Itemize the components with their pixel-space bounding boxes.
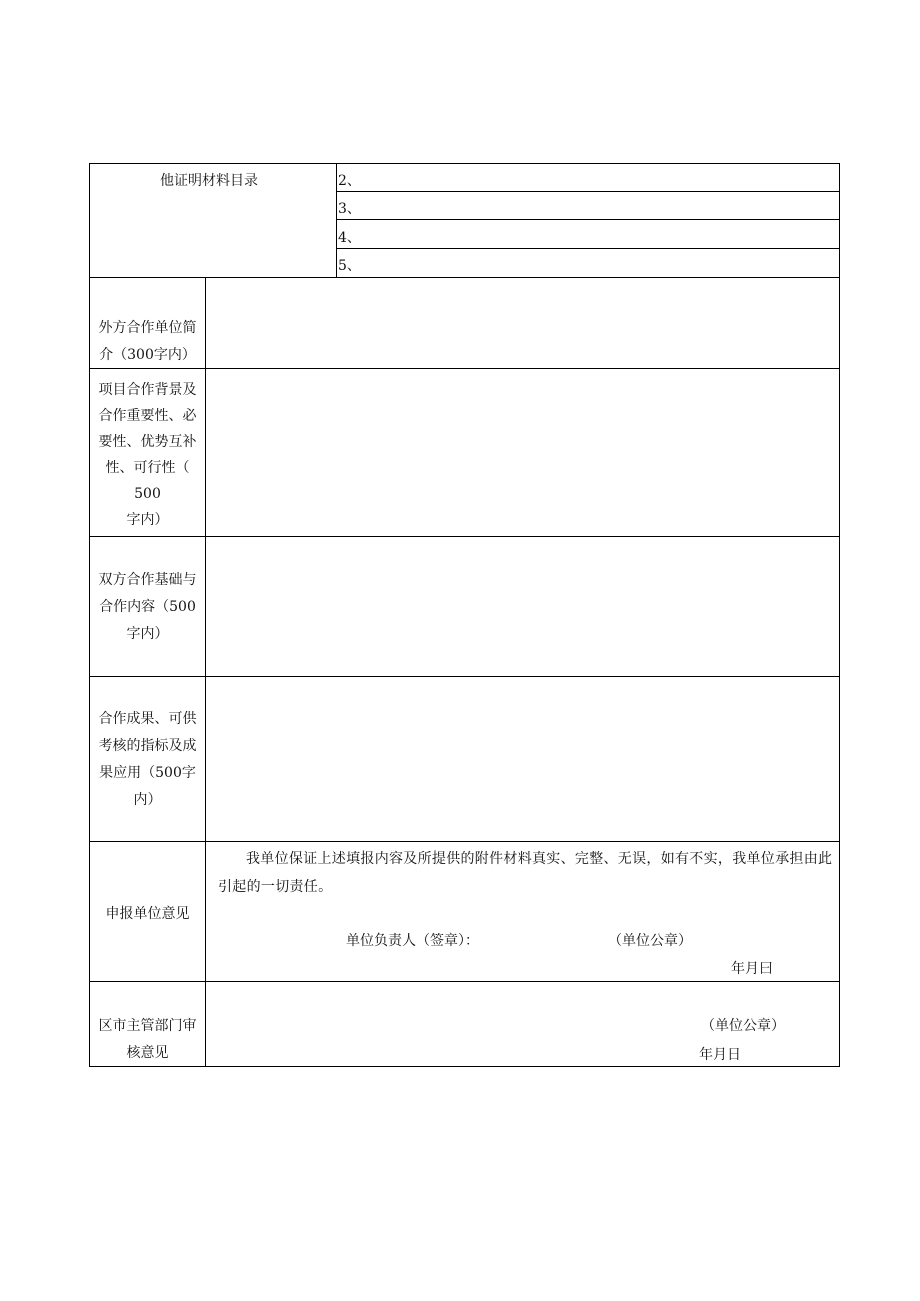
cooperation-results-label: 合作成果、可供 考核的指标及成 果应用（500字 内） <box>98 711 197 808</box>
department-seal-label: （单位公章） <box>701 1018 785 1034</box>
row1-item-divider-2 <box>336 219 840 220</box>
foreign-partner-intro-label: 外方合作单位简 介（300字内） <box>98 320 197 363</box>
material-item-2: 2、 <box>338 173 361 189</box>
row1-item-divider-1 <box>336 191 840 192</box>
applicant-statement: 我单位保证上述填报内容及所提供的附件材料真实、完整、无误，如有不实，我单位承担由此引起的一切责任。 <box>218 851 833 895</box>
applicant-unit-seal-label: （单位公章） <box>608 933 692 949</box>
cooperation-results-field[interactable] <box>206 677 839 841</box>
material-item-3: 3、 <box>338 201 361 217</box>
other-materials-label: 他证明材料目录 <box>160 173 258 189</box>
department-review-label: 区市主管部门审 核意见 <box>98 1018 197 1061</box>
material-item-4: 4、 <box>338 230 361 246</box>
cooperation-basis-field[interactable] <box>206 537 839 676</box>
department-date-label: 年月日 <box>699 1047 741 1063</box>
cooperation-basis-label: 双方合作基础与 合作内容（500 字内） <box>98 572 197 642</box>
row-divider-6 <box>89 981 840 982</box>
table-right-border <box>839 163 840 1067</box>
material-item-5: 5、 <box>338 258 361 274</box>
foreign-partner-intro-field[interactable] <box>206 278 839 368</box>
unit-leader-signature-label: 单位负责人（签章）： <box>346 933 479 949</box>
row1-column-divider <box>336 163 337 277</box>
project-background-field[interactable] <box>206 369 839 536</box>
row-divider-5 <box>89 841 840 842</box>
applicant-opinion-label: 申报单位意见 <box>105 906 190 922</box>
row1-item-divider-3 <box>336 248 840 249</box>
table-top-border <box>89 163 840 164</box>
project-background-label: 项目合作背景及 合作重要性、必 要性、优势互补 性、可行性（ 500 字内） <box>98 382 197 528</box>
applicant-date-label: 年月曰 <box>731 961 773 977</box>
